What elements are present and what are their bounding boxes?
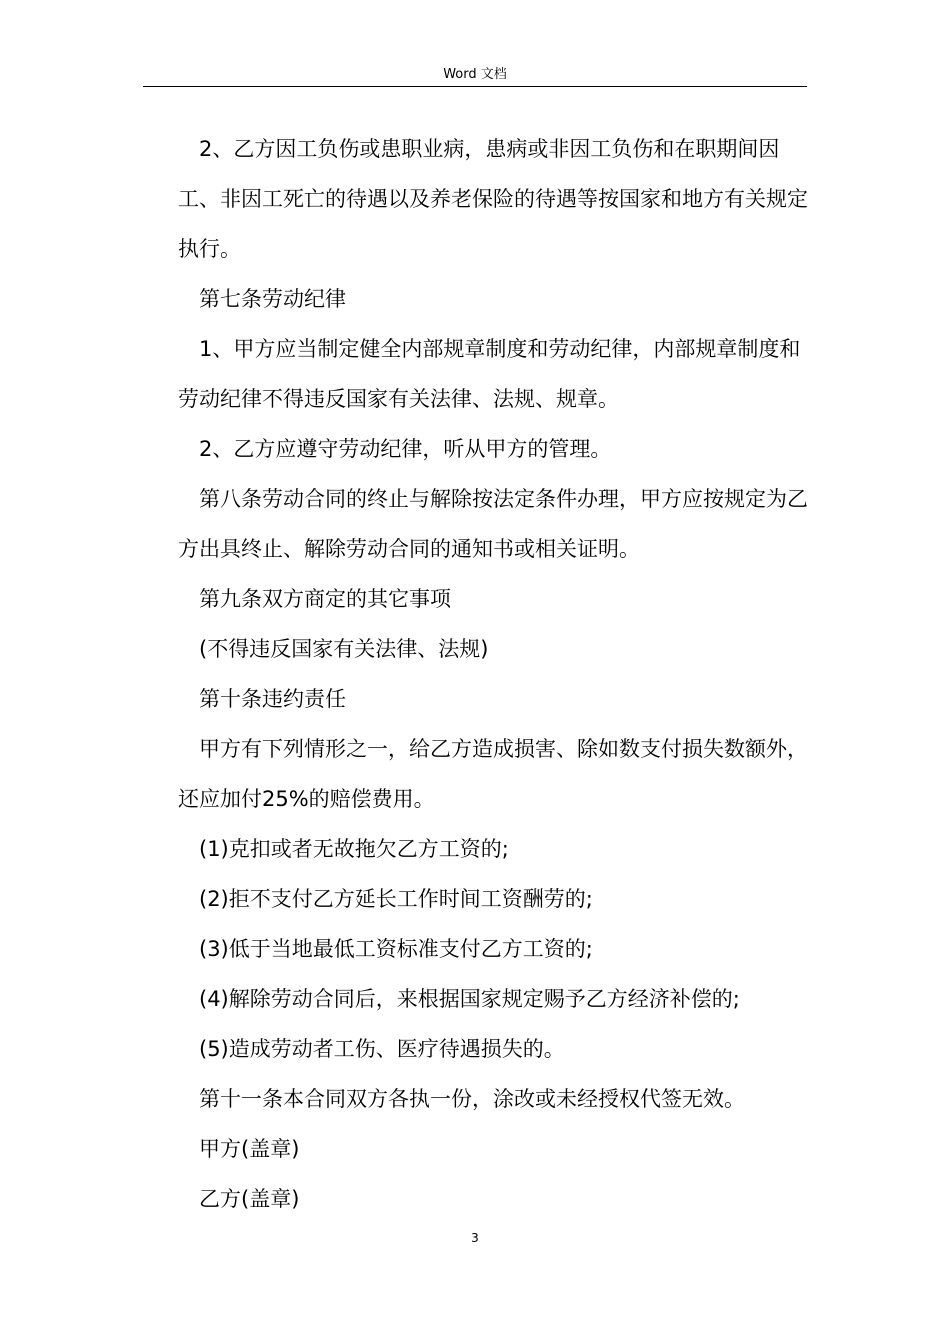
paragraph-item-4: (4)解除劳动合同后，来根据国家规定赐予乙方经济补偿的; <box>199 987 740 1011</box>
paragraph-party-b-seal: 乙方(盖章) <box>199 1187 300 1211</box>
paragraph-item-2: (2)拒不支付乙方延长工作时间工资酬劳的; <box>199 887 593 911</box>
paragraph-item-3: (3)低于当地最低工资标准支付乙方工资的; <box>199 937 593 961</box>
paragraph-article-10-heading: 第十条违约责任 <box>199 687 346 711</box>
paragraph-rules-and-discipline: 1、甲方应当制定健全内部规章制度和劳动纪律，内部规章制度和劳动纪律不得违反国家有关法律、法规、规章。 <box>178 337 801 411</box>
paragraph-item-1: (1)克扣或者无故拖欠乙方工资的; <box>199 837 509 861</box>
paragraph-injury-treatment: 2、乙方因工负伤或患职业病，患病或非因工负伤和在职期间因工、非因工死亡的待遇以及养老保险的待遇等按国家和地方有关规定执行。 <box>178 137 808 261</box>
paragraph-article-7-heading: 第七条劳动纪律 <box>199 287 346 311</box>
paragraph-article-8: 第八条劳动合同的终止与解除按法定条件办理，甲方应按规定为乙方出具终止、解除劳动合同的通知书或相关证明。 <box>178 487 808 561</box>
paragraph-party-a-seal: 甲方(盖章) <box>199 1137 300 1161</box>
paragraph-article-11: 第十一条本合同双方各执一份，涂改或未经授权代签无效。 <box>199 1087 745 1111</box>
document-body <box>178 124 808 1224</box>
paragraph-article-9-heading: 第九条双方商定的其它事项 <box>199 587 451 611</box>
paragraph-breach-compensation: 甲方有下列情形之一，给乙方造成损害、除如数支付损失数额外，还应加付25%的赔偿费用。 <box>178 737 808 811</box>
page-number: 3 <box>471 1231 479 1245</box>
header-divider <box>143 86 807 87</box>
page-header-title: Word 文档 <box>443 67 507 82</box>
paragraph-obey-discipline: 2、乙方应遵守劳动纪律，听从甲方的管理。 <box>199 437 612 461</box>
paragraph-article-9-note: (不得违反国家有关法律、法规) <box>199 637 489 661</box>
paragraph-item-5: (5)造成劳动者工伤、医疗待遇损失的。 <box>199 1037 565 1061</box>
